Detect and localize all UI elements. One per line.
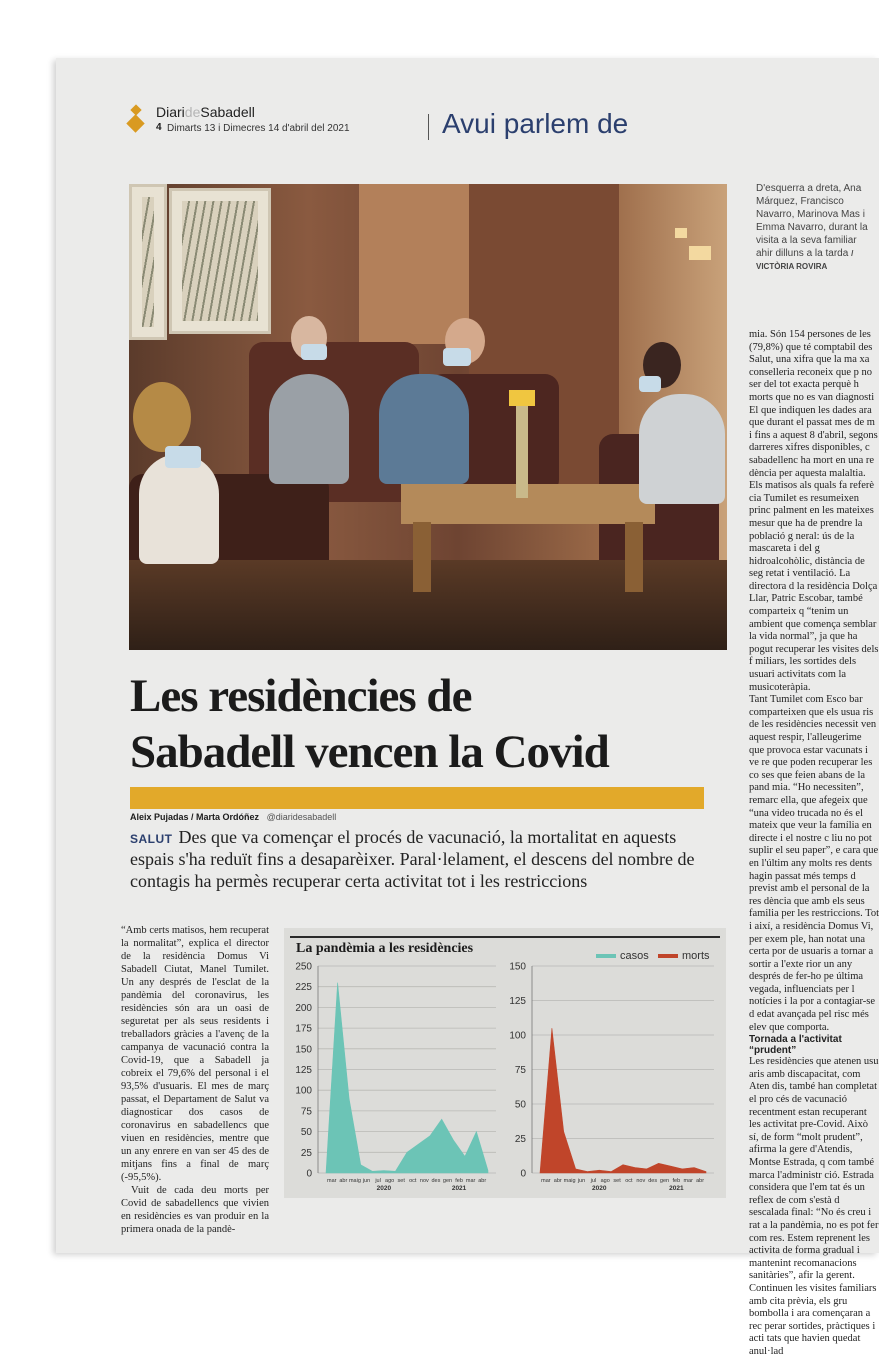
x-year-label: 2021	[669, 1185, 684, 1192]
article-column-1	[121, 924, 269, 1236]
x-tick-label: jun	[577, 1178, 586, 1184]
byline: Aleix Pujadas / Marta Ordóñez @diaridesabadell	[130, 812, 337, 822]
newspaper-logo-icon	[128, 106, 144, 134]
y-tick-label: 250	[295, 961, 312, 973]
issue-date: Dimarts 13 i Dimecres 14 d'abril del 2021	[167, 123, 350, 134]
legend-label: morts	[682, 950, 710, 962]
y-tick-label: 100	[295, 1085, 312, 1097]
y-tick-label: 75	[300, 1106, 312, 1118]
newspaper-name: DiarideSabadell	[156, 104, 255, 120]
chart-top-rule	[290, 936, 720, 938]
x-year-label: 2021	[451, 1185, 467, 1192]
x-tick-label: abr	[478, 1178, 487, 1184]
chart-title: La pandèmia a les residències	[296, 941, 474, 956]
y-tick-label: 75	[514, 1065, 526, 1076]
x-tick-label: nov	[419, 1178, 429, 1184]
paragraph: mia. Són 154 persones de les (79,8%) que té comptabil des Salut, una xifra que la ma xa conselleria reconeix que p no ser del tot exacta perquè h morts que no es van diagnosti El que indiquen les dades ara que durant el passat mes de m i fins a aquest 8 d'abril, segons darreres xifres disponibles, c sabadellenc ha mort en una re dència per aquesta malaltia.	[749, 329, 878, 479]
subheading: Tornada a l'activitat “prudent”	[749, 1034, 842, 1057]
y-tick-label: 225	[295, 982, 312, 994]
pandemic-chart	[284, 928, 726, 1198]
y-tick-label: 125	[295, 1065, 312, 1076]
x-tick-label: jun	[362, 1178, 371, 1184]
y-tick-label: 150	[509, 961, 526, 973]
x-tick-label: ago	[385, 1178, 395, 1184]
y-tick-label: 50	[514, 1099, 526, 1111]
article-headline: Les residències de Sabadell vencen la Covid	[130, 670, 609, 778]
paragraph: Les residències que atenen usu aris amb discapacitat, com Aten dis, també han completat el pro cés de vacunació recentment estan recuperant les activitat pre-Covid. Això sí, de form “molt prudent”, afirma la gere d'Atendis, Montse Estrada, q com també marca l'administr ció. Estrada considera que l'em tat és un reflex de com s'està d sescalada final: “No és creu i rat a la pandèmia, no es pot fer com res. Estem reprenent les activita de forma gradual i mantenint recomanacions sanitàries”, afir la gerent. Continuen les visites familiars amb cita prèvia, els gru bombolla i ara començaran a rec perar sortides, pràctiques i acti tats que havien quedat anul·lad	[749, 1056, 879, 1357]
y-tick-label: 25	[300, 1147, 312, 1159]
x-tick-label: ago	[600, 1178, 610, 1184]
x-tick-label: oct	[625, 1178, 633, 1184]
paragraph: Els matisos als quals fa referè cia Tumilet es resumeixen princ palment en les mateixes mesur que ha de prendre la població g neral: ús de la mascareta i del g hidroalcohòlic, distància de seg retat i ventilació. La directora d la residència Dolça Llar, Patric Escobar, també comparteix q “tenim un ambient que comença semblar la vida normal”, ja que ha pogut recuperar les visites dels f miliars, les sortides dels usuari activitats com la musicoteràpia.	[749, 480, 879, 693]
x-tick-label: gen	[442, 1178, 453, 1184]
section-tag: SALUT	[130, 832, 173, 846]
photo-credit: / VICTÒRIA ROVIRA	[756, 249, 854, 271]
legend-swatch	[658, 954, 678, 958]
y-tick-label: 0	[306, 1168, 312, 1180]
x-tick-label: abr	[553, 1178, 562, 1184]
section-divider	[428, 114, 429, 140]
article-column-2	[749, 329, 879, 1357]
x-tick-label: abr	[696, 1178, 705, 1184]
y-tick-label: 50	[300, 1127, 312, 1139]
x-year-label: 2020	[376, 1185, 392, 1192]
x-tick-label: nov	[636, 1178, 646, 1184]
x-tick-label: des	[648, 1178, 658, 1184]
x-tick-label: set	[613, 1178, 621, 1184]
article-photo	[129, 184, 727, 650]
chart-svg	[284, 928, 726, 1198]
section-title: Avui parlem de	[442, 108, 629, 139]
x-tick-label: gen	[659, 1178, 670, 1184]
x-tick-label: maig	[563, 1178, 576, 1184]
wall-frame	[129, 184, 167, 340]
y-tick-label: 125	[509, 996, 526, 1007]
x-tick-label: mar	[327, 1178, 337, 1184]
y-tick-label: 175	[295, 1023, 312, 1035]
photo-caption: D'esquerra a dreta, Ana Márquez, Francisco Navarro, Marinova Mas i Emma Navarro, durant la visita a la seva familiar ahir dilluns a la tarda / VICTÒRIA ROVIRA	[756, 183, 868, 271]
y-tick-label: 25	[514, 1134, 526, 1145]
x-tick-label: feb	[455, 1178, 463, 1184]
x-tick-label: des	[431, 1178, 441, 1184]
paragraph: Tant Tumilet com Esco bar comparteixen que els usua ris de les residències necessit ven aquest respir, l'alleugerime que provoca estar vacunats i ve re que poden recuperar les co ses que feien abans de la pand mia. “Ho necessiten”, remarc ella, que afegeix que “una video trucada no és el mateix que veur la família en directe i el nostre c liu no pot suplir el seu paper”, e cara que en l'últim any molts res dents hagin passat més temps d previst amb el personal de la res dència que amb els seus familia per les restriccions. Tot i així, a residència Domus Vi, per exem ple, han notat una certa por de usuaris a tornar a sortir a l'exte rior un any després de fer-ho pe última vegada, influenciats per l notícies i la por a contagiar-se d edat avançada pel risc més elev que comporta.	[749, 694, 879, 1033]
x-tick-label: mar	[465, 1178, 476, 1184]
x-year-label: 2020	[592, 1185, 607, 1192]
y-tick-label: 150	[295, 1044, 312, 1056]
legend-label: casos	[620, 950, 649, 962]
article-lead: SALUT Des que va començar el procés de vacunació, la mortalitat en aquests espais s'ha reduït fins a desaparèixer. Paral·lelament, el descens del nombre de contagis ha permès recuperar certa activitat tot i les restriccions	[130, 827, 695, 891]
headline-rule	[130, 787, 704, 809]
x-tick-label: set	[397, 1178, 405, 1184]
y-tick-label: 0	[520, 1168, 526, 1180]
x-tick-label: jul	[590, 1178, 597, 1184]
x-tick-label: maig	[348, 1178, 361, 1184]
x-tick-label: mar	[541, 1178, 551, 1184]
wall-frame	[169, 188, 271, 334]
y-tick-label: 200	[295, 1002, 312, 1014]
casos-area	[326, 983, 488, 1173]
legend-swatch	[596, 954, 616, 958]
x-tick-label: abr	[339, 1178, 348, 1184]
morts-area	[540, 1028, 706, 1173]
x-tick-label: oct	[409, 1178, 417, 1184]
y-tick-label: 100	[509, 1030, 526, 1042]
paragraph: Vuit de cada deu morts per Covid de sabadellencs que vivien en residències es van produir en la primera onada de la pandè-	[121, 1185, 269, 1235]
paragraph: “Amb certs matisos, hem recuperat la normalitat”, explica el director de la residència Domus Vi Sabadell Ciutat, Manel Tumilet. Un any després de l'esclat de la pandèmia del coronavirus, les residències són ara un oasi de seguretat per als seus residents i treballadors gràcies a l'avenç de la campanya de vacunació contra la Covid-19, que a Sabadell ja cobreix el 79,6% del personal i el 93,5% d'usuaris. El mes de març passat, el Departament de Salut va diagnosticar dos casos de coronavirus en sabadellencs que viuen en residències, mentre que un any enrere en van ser 45 des de mitjans fins a final de març (-95,5%).	[121, 925, 269, 1183]
x-tick-label: feb	[672, 1178, 681, 1184]
twitter-handle: @diaridesabadell	[266, 812, 337, 822]
x-tick-label: mar	[683, 1178, 693, 1184]
x-tick-label: jul	[375, 1178, 381, 1184]
page-number: 4	[156, 122, 162, 133]
